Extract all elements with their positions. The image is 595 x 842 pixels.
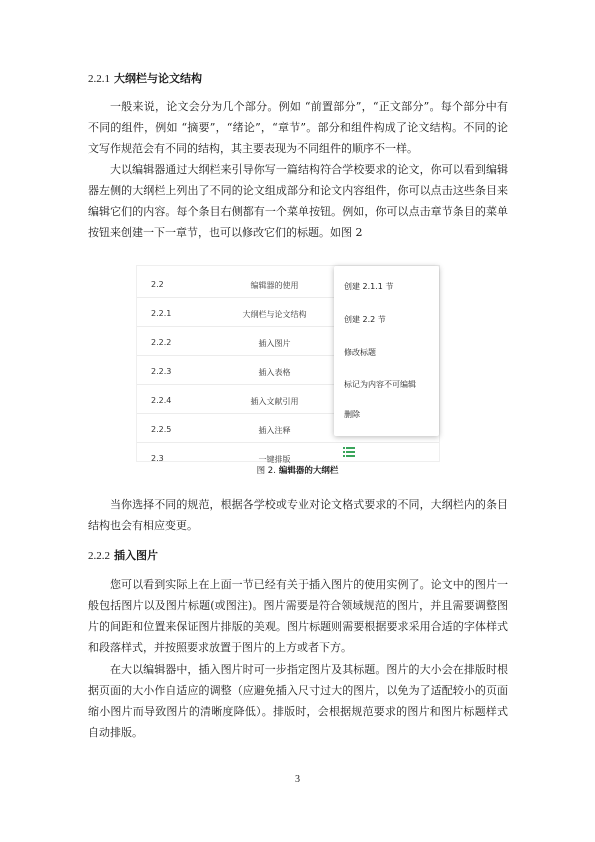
section-heading-2-2-2 (88, 549, 158, 563)
paragraph: 您可以看到实际上在上面一节已经有关于插入图片的使用实例了。论文中的图片一般包括图片以及图片标题(或图注)。图片需要是符合领域规范的图片，并且需要调整图片的间距和位置来保证图片排版的美观。图片标题则需要根据要求采用合适的字体样式和段落样式，并按照要求放置于图片的上方或者下方。 (88, 578, 508, 654)
outline-row-number: 2.2.4 (151, 396, 172, 405)
outline-row-number: 2.2.5 (151, 425, 172, 434)
outline-row-label: 插入注释 (258, 426, 291, 435)
menu-item-create-section-2-1-1[interactable]: 创建 2.1.1 节 (344, 282, 394, 291)
list-icon[interactable] (343, 447, 355, 457)
section-number: 2.2.1 (88, 73, 110, 85)
section-number: 2.2.2 (88, 550, 110, 562)
menu-item-delete[interactable]: 删除 (344, 410, 360, 419)
section-title: 插入图片 (114, 549, 158, 562)
outline-row-label: 插入表格 (258, 368, 291, 377)
paragraph: 当你选择不同的规范，根据各学校或专业对论文格式要求的不同，大纲栏内的条目结构也会有相应变更。 (88, 498, 508, 532)
outline-row-label: 插入文献引用 (250, 397, 299, 406)
outline-row-number: 2.2.1 (151, 309, 172, 318)
section-heading-2-2-1 (88, 72, 202, 86)
figure-caption-text: 编辑器的大纲栏 (278, 466, 339, 476)
outline-row-number: 2.2.2 (151, 338, 172, 347)
outline-row-label: 插入图片 (258, 339, 291, 348)
section-title: 大纲栏与论文结构 (114, 72, 202, 85)
page-number: 3 (295, 774, 300, 785)
menu-item-mark-not-editable[interactable]: 标记为内容不可编辑 (344, 380, 416, 389)
paragraph: 在大以编辑器中，插入图片时可一步指定图片及其标题。图片的大小会在排版时根据页面的大小作自适应的调整（应避免插入尺寸过大的图片，以免为了适配较小的页面缩小图片而导致图片的清晰度降低）。排版时，会根据规范要求的图片和图片标题样式自动排版。 (88, 663, 508, 739)
outline-row-label: 编辑器的使用 (250, 281, 299, 290)
figure-caption (0, 464, 595, 476)
figure-caption-number: 图 2. (256, 466, 276, 476)
paragraph: 一般来说，论文会分为几个部分。例如 “前置部分”，“正文部分”。每个部分中有不同的组件，例如 “摘要”，“绪论”，“章节”。部分和组件构成了论文结构。不同的论文写作规范会有不同的结构，其主要表现为不同组件的顺序不一样。 (88, 100, 508, 155)
outline-row-number: 2.3 (151, 454, 164, 463)
outline-row-number: 2.2 (151, 280, 164, 289)
figure-outline-panel (137, 266, 439, 464)
context-menu (334, 266, 439, 436)
divider (137, 442, 439, 443)
outline-row-label: 一键排版 (258, 455, 291, 464)
menu-item-edit-title[interactable]: 修改标题 (344, 348, 376, 357)
outline-row-number: 2.2.3 (151, 367, 172, 376)
paragraph: 大以编辑器通过大纲栏来引导你写一篇结构符合学校要求的论文，你可以看到编辑器左侧的大纲栏上列出了不同的论文组成部分和论文内容组件，你可以点击这些条目来编辑它们的内容。每个条目右侧都有一个菜单按钮。例如，你可以点击章节条目的菜单按钮来创建一下一章节，也可以修改它们的标题。如图 2 (88, 163, 508, 239)
outline-row-label: 大纲栏与论文结构 (242, 310, 307, 319)
menu-item-create-section-2-2[interactable]: 创建 2.2 节 (344, 315, 386, 324)
